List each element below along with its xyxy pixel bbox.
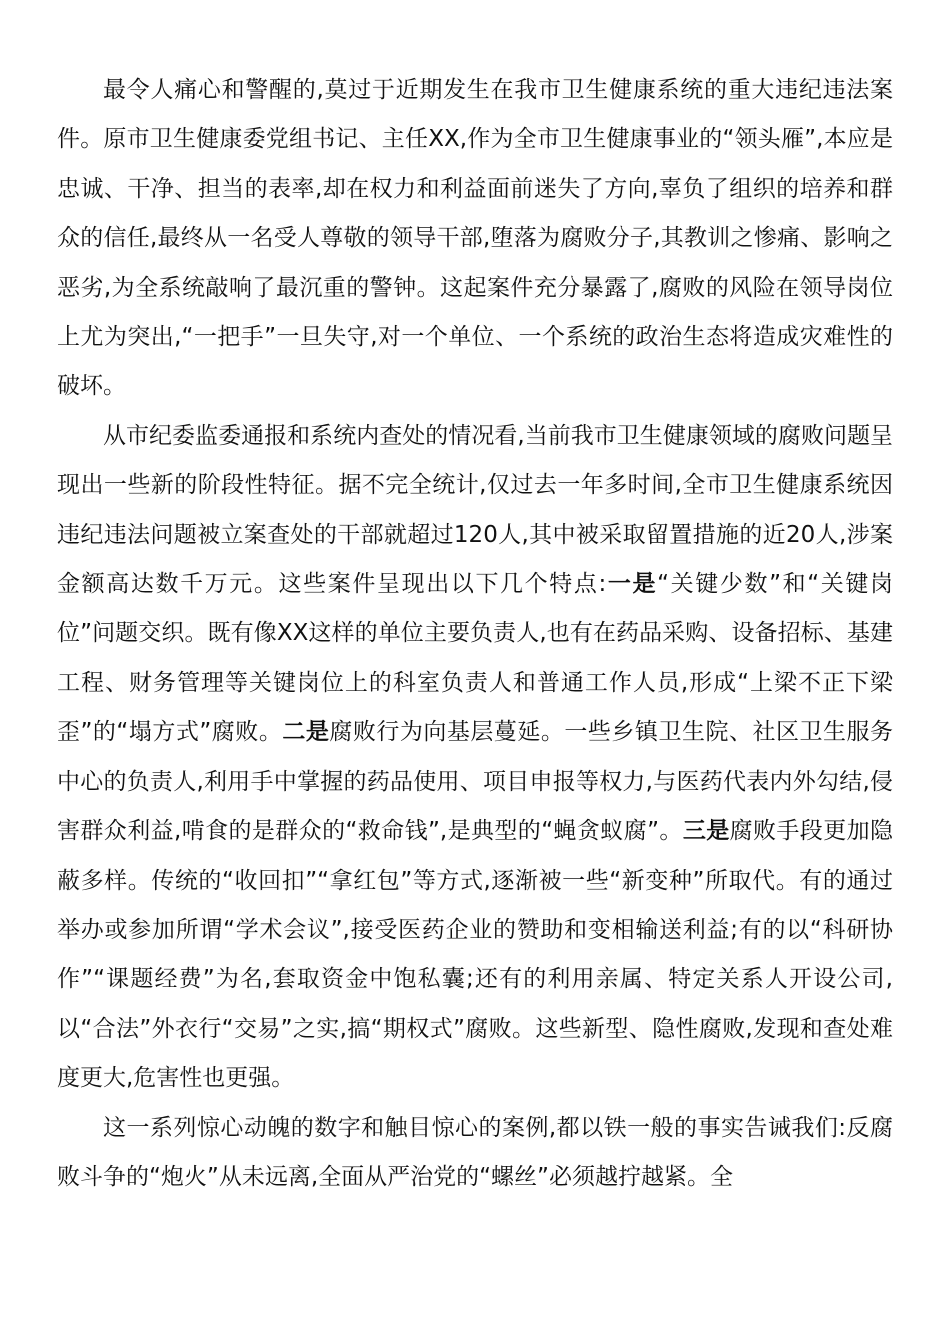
point-two-label: 二是 xyxy=(282,719,330,746)
paragraph-text: 最令人痛心和警醒的,莫过于近期发生在我市卫生健康系统的重大违纪违法案件。原市卫生健康委党组书记、主任XX,作为全市卫生健康事业的“领头雁”,本应是忠诚、干净、担当的表率,却在权力和利益面前迷失了方向,辜负了组织的培养和群众的信任,最终从一名受人尊敬的领导干部,堕落为腐败分子,其教训之惨痛、影响之恶劣,为全系统敲响了最沉重的警钟。这起案件充分暴露了,腐败的风险在领导岗位上尤为突出,“一把手”一旦失守,对一个单位、一个系统的政治生态将造成灾难性的破坏。 xyxy=(57,77,893,400)
paragraph-text: 从市纪委监委通报和系统内查处的情况看,当前我市卫生健康领域的腐败问题呈现出一些新的阶段性特征。据不完全统计,仅过去一年多时间,全市卫生健康系统因违纪违法问题被立案查处的干部就超过120人,其中被采取留置措施的近20人,涉案金额高达数千万元。这些案件呈现出以下几个特点: xyxy=(57,422,893,598)
paragraph-text: 腐败手段更加隐蔽多样。传统的“收回扣”“拿红包”等方式,逐渐被一些“新变种”所取代。有的通过举办或参加所谓“学术会议”,接受医药企业的赞助和变相输送利益;有的以“科研协作”“课题经费”为名,套取资金中饱私囊;还有的利用亲属、特定关系人开设公司,以“合法”外衣行“交易”之实,搞“期权式”腐败。这些新型、隐性腐败,发现和查处难度更大,危害性也更强。 xyxy=(57,818,893,1092)
paragraph-corruption-features xyxy=(57,412,893,1104)
point-one-label: 一是 xyxy=(606,571,658,598)
paragraph-conclusion xyxy=(57,1104,893,1203)
paragraph-text: 腐败行为向基层蔓延。一些乡镇卫生院、社区卫生服务中心的负责人,利用手中掌握的药品使用、项目申报等权力,与医药代表内外勾结,侵害群众利益,啃食的是群众的“救命钱”,是典型的“蝇贪蚁腐”。 xyxy=(57,719,894,845)
point-three-label: 三是 xyxy=(682,818,730,845)
paragraph-text: “关键少数”和“关键岗位”问题交织。既有像XX这样的单位主要负责人,也有在药品采购、设备招标、基建工程、财务管理等关键岗位上的科室负责人和普通工作人员,形成“上梁不正下梁歪”的“塌方式”腐败。 xyxy=(57,571,893,746)
paragraph-text: 这一系列惊心动魄的数字和触目惊心的案例,都以铁一般的事实告诫我们:反腐败斗争的“炮火”从未远离,全面从严治党的“螺丝”必须越拧越紧。全 xyxy=(57,1114,893,1190)
document-page xyxy=(57,66,893,1202)
paragraph-case-warning xyxy=(57,66,893,412)
